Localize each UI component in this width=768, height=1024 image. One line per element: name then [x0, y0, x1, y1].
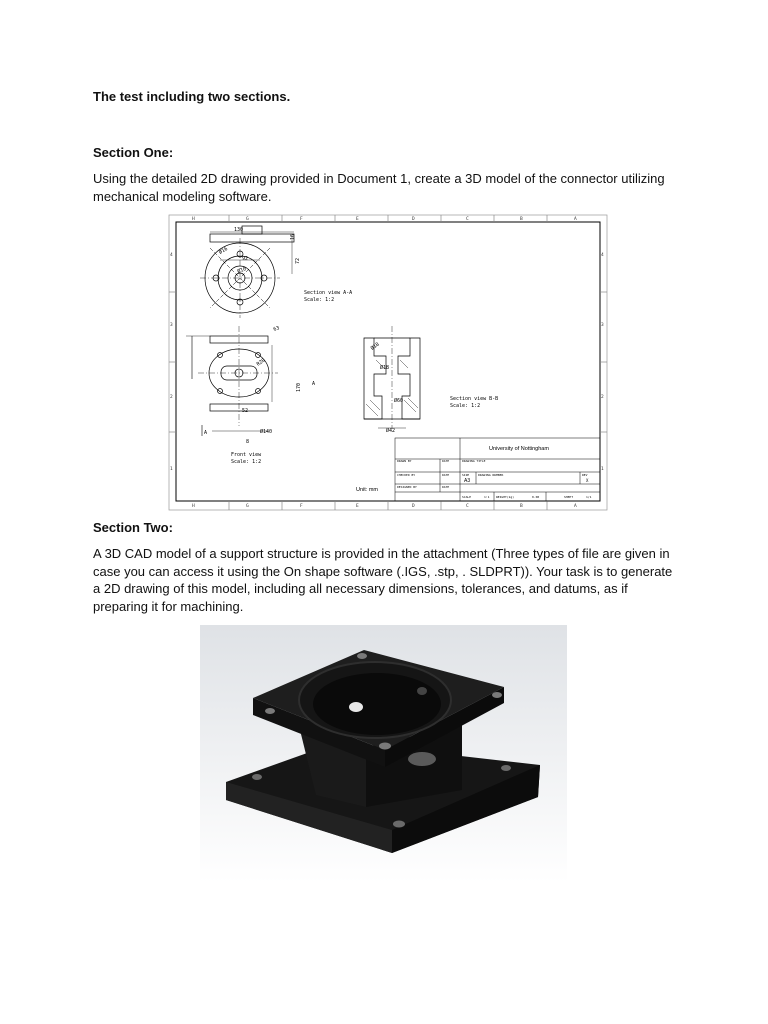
title-block-date: DATE	[442, 473, 450, 477]
zone-label: 3	[601, 323, 604, 328]
zone-label: 3	[170, 323, 173, 328]
title-block-org: University of Nottingham	[489, 446, 549, 452]
zone-label: 2	[170, 395, 173, 400]
engineering-drawing	[168, 214, 608, 511]
dim-72: 72	[295, 257, 301, 264]
title-block-date: DATE	[442, 459, 450, 463]
title-block-rev: X	[586, 478, 589, 483]
drawing-outer-border	[169, 215, 607, 510]
datum-a-label: A	[204, 430, 208, 436]
title-block-sheet-label: SHEET	[564, 495, 574, 499]
section-two-heading: Section Two:	[93, 520, 173, 535]
title-block-size-label: SIZE	[462, 473, 470, 477]
title-block-drawn-by: DRAWN BY	[397, 459, 412, 463]
top-view	[200, 226, 294, 318]
title-block-rev-label: REV	[582, 473, 588, 477]
dim-52: 52	[242, 408, 249, 414]
zone-label: F	[300, 217, 303, 222]
zone-label: E	[356, 504, 359, 509]
zone-label: D	[412, 217, 415, 222]
title-block-scale-label: SCALE	[462, 495, 472, 499]
zone-label: E	[356, 217, 359, 222]
section-two-text: A 3D CAD model of a support structure is provided in the attachment (Three types of file are given in case you can access it using the On shape software (.IGS, .stp, . SLDPRT)). Your task is to generate a 2D drawing of this model, including all necessary dimensions, tolerances, and datums, as if preparing it for machining.	[93, 546, 673, 614]
unit-label: Unit: mm	[356, 487, 378, 493]
dim-r20: R20	[255, 357, 267, 368]
model-render-image	[200, 625, 567, 883]
front-view-label: Front view	[231, 452, 262, 458]
dim-130: 130	[234, 227, 244, 233]
zone-label: B	[520, 217, 523, 222]
zone-label: F	[300, 504, 303, 509]
section-one-heading: Section One:	[93, 145, 174, 160]
dim-170: 170	[296, 382, 302, 392]
front-view	[186, 326, 278, 436]
title-block-scale: 1:1	[484, 495, 490, 499]
zone-label: A	[574, 217, 577, 222]
dim-phi60: Ø60	[394, 398, 404, 404]
title-block-designed-by: DESIGNED BY	[397, 485, 417, 489]
zone-label: G	[246, 217, 249, 222]
dim-phi10: Ø10	[236, 266, 248, 275]
dim-8: 8	[246, 439, 250, 445]
section-bb-scale: Scale: 1:2	[450, 403, 481, 409]
title-block-drawing-number: DRAWING NUMBER	[478, 473, 504, 477]
dim-16: 16	[290, 233, 296, 240]
zone-label: 4	[170, 253, 173, 258]
zone-label: 1	[601, 467, 604, 472]
dim-phi140: Ø140	[260, 429, 273, 435]
title-block-sheet: 1/1	[586, 495, 592, 499]
zone-label: 2	[601, 395, 604, 400]
title-block-weight: 0.00	[532, 495, 540, 499]
intro-line: The test including two sections.	[93, 89, 291, 104]
zone-label: H	[192, 217, 195, 222]
zone-label: C	[466, 504, 469, 509]
front-view-scale: Scale: 1:2	[231, 459, 262, 465]
zone-label: A	[574, 504, 577, 509]
dim-63: 63	[272, 325, 281, 333]
dim-92: 92	[242, 256, 249, 262]
section-aa-scale: Scale: 1:2	[304, 297, 335, 303]
section-one-text: Using the detailed 2D drawing provided in Document 1, create a 3D model of the connector utilizing mechanical modeling software.	[93, 171, 665, 204]
datum-a-label-right: A	[312, 381, 316, 387]
title-block-date: DATE	[442, 485, 450, 489]
title-block-size: A3	[464, 478, 471, 484]
zone-label: B	[520, 504, 523, 509]
section-bb-view	[364, 326, 420, 429]
section-aa-label: Section view A-A	[304, 290, 353, 296]
title-block-drawing-title: DRAWING TITLE	[462, 459, 486, 463]
dim-phi42: Ø42	[386, 428, 396, 434]
dim-phi16: Ø16	[218, 246, 229, 256]
zone-label: H	[192, 504, 195, 509]
title-block-weight-label: WEIGHT(kg)	[496, 495, 515, 499]
zone-label: D	[412, 504, 415, 509]
dim-phi18: Ø18	[369, 341, 381, 352]
section-bb-label: Section view B-B	[450, 396, 499, 402]
zone-label: C	[466, 217, 469, 222]
zone-label: 4	[601, 253, 604, 258]
dim-phi18-inner: Ø18	[380, 365, 390, 371]
zone-label: 1	[170, 467, 173, 472]
title-block-checked-by: CHECKED BY	[397, 473, 416, 477]
zone-ticks	[169, 215, 607, 510]
zone-label: G	[246, 504, 249, 509]
